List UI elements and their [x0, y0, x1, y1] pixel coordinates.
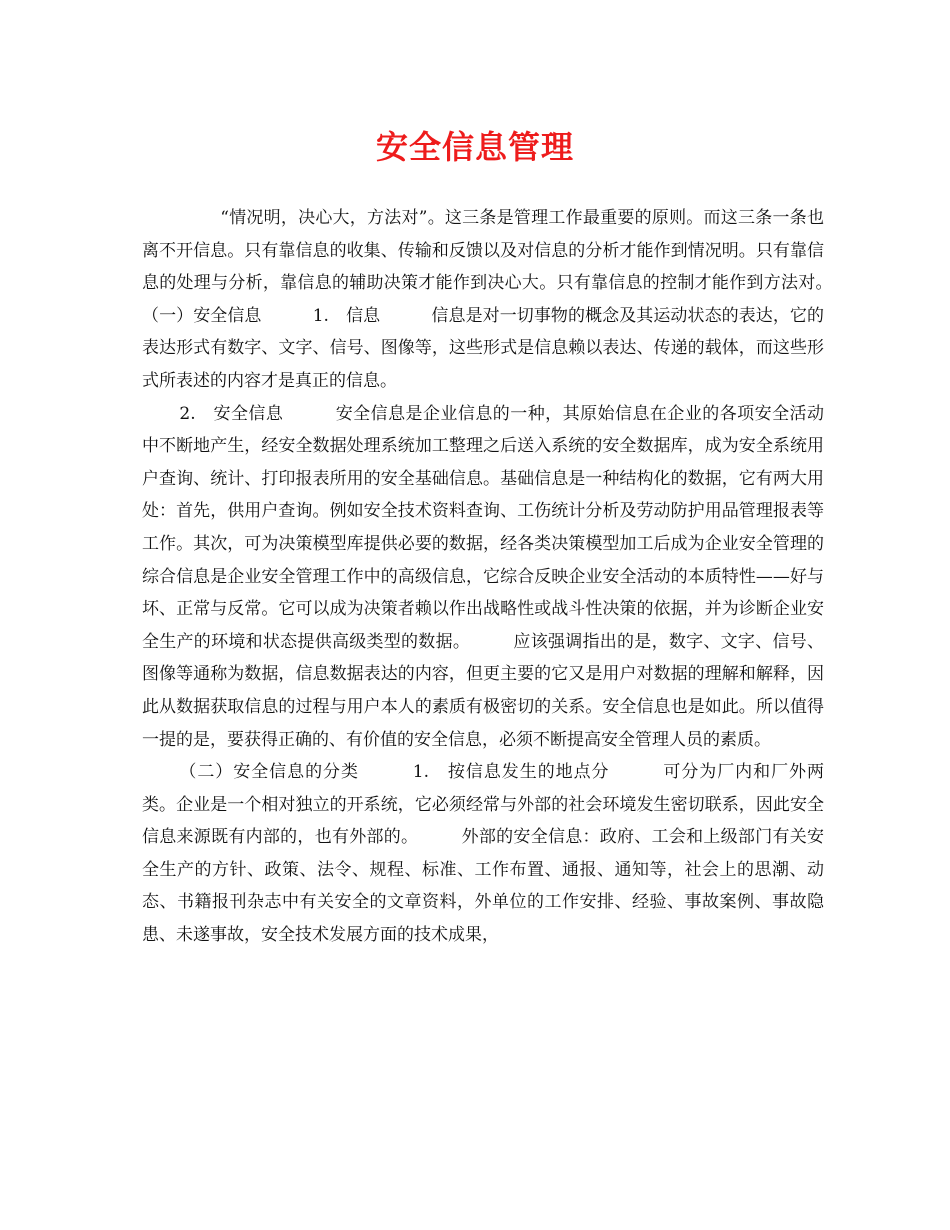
paragraph-2: 2. 安全信息 安全信息是企业信息的一种，其原始信息在企业的各项安全活动中不断地产生，经安全数据处理系统加工整理之后送入系统的安全数据库，成为安全系统用户查询、统计、打印报表所用的安全基础信息。基础信息是一种结构化的数据，它有两大用处：首先，供用户查询。例如安全技术资料查询、工伤统计分析及劳动防护用品管理报表等工作。其次，可为决策模型库提供必要的数据，经各类决策模型加工后成为企业安全管理的综合信息是企业安全管理工作中的高级信息，它综合反映企业安全活动的本质特性——好与坏、正常与反常。它可以成为决策者赖以作出战略性或战斗性决策的依据，并为诊断企业安全生产的环境和状态提供高级类型的数据。 应该强调指出的是，数字、文字、信号、图像等通称为数据，信息数据表达的内容，但更主要的它又是用户对数据的理解和解释，因此从数据获取信息的过程与用户本人的素质有极密切的关系。安全信息也是如此。所以值得一提的是，要获得正确的、有价值的安全信息，必须不断提高安全管理人员的素质。 — [142, 403, 824, 750]
paragraph-1: “情况明，决心大，方法对”。这三条是管理工作最重要的原则。而这三条一条也离不开信息。只有靠信息的收集、传输和反馈以及对信息的分析才能作到情况明。只有靠信息的处理与分析，靠信息的辅助决策才能作到决心大。只有靠信息的控制才能作到方法对。 （一）安全信息 1. 信息 信息是对一切事物的概念及其运动状态的表达，它的表达形式有数字、文字、信号、图像等，这些形式是信息赖以表达、传递的载体，而这些形式所表述的内容才是真正的信息。 — [142, 208, 892, 391]
document-body — [142, 202, 892, 952]
page-title: 安全信息管理 — [375, 128, 574, 166]
paragraph-3: （二）安全信息的分类 1. 按信息发生的地点分 可分为厂内和厂外两类。企业是一个相对独立的开系统，它必须经常与外部的社会环境发生密切联系，因此安全信息来源既有内部的，也有外部的。 外部的安全信息：政府、工会和上级部门有关安全生产的方针、政策、法令、规程、标准、工作布置、通报、通知等，社会上的思潮、动态、书籍报刊杂志中有关安全的文章资料，外单位的工作安排、经验、事故案例、事故隐患、未遂事故，安全技术发展方面的技术成果， — [142, 762, 824, 946]
